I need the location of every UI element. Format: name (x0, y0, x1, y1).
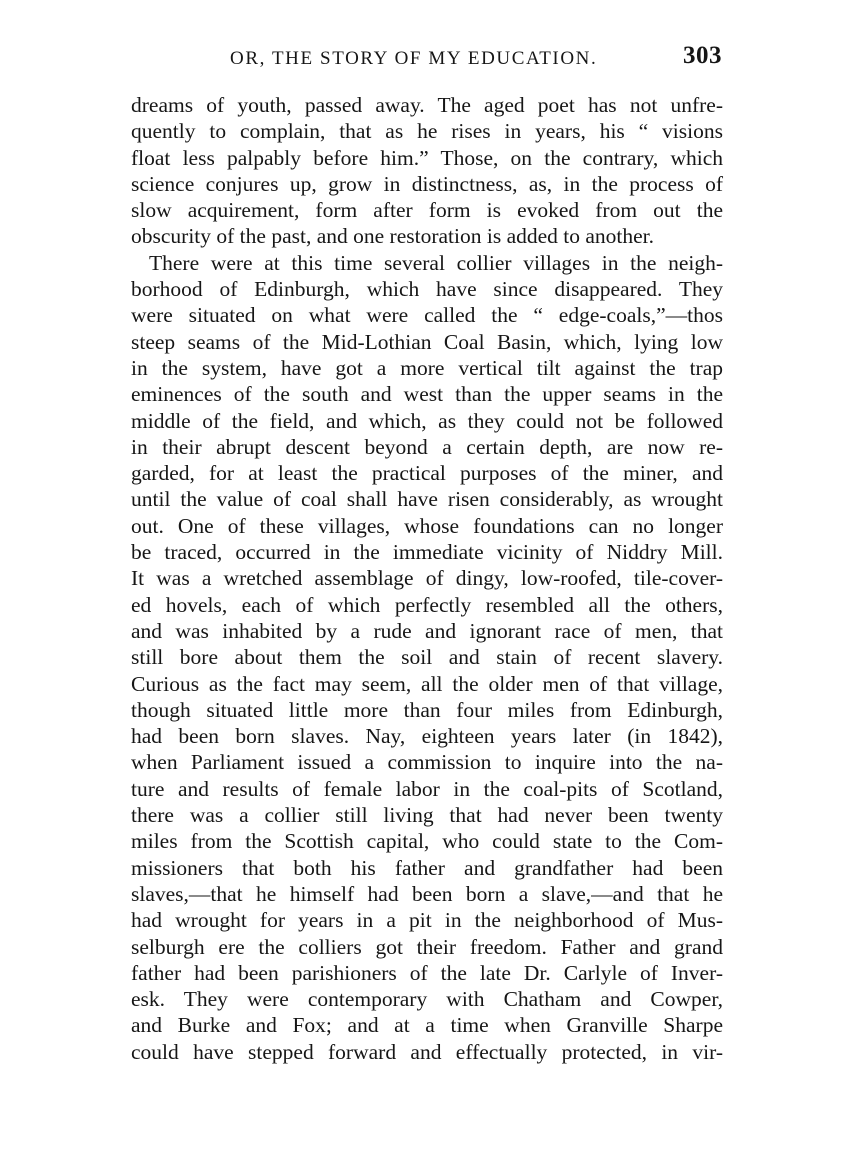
text-line: had wrought for years in a pit in the neighborhood of Mus- (131, 908, 723, 933)
text-line: ed hovels, each of which perfectly resembled all the others, (131, 592, 723, 617)
text-line: until the value of coal shall have risen considerably, as wrought (131, 487, 723, 512)
text-line: slow acquirement, form after form is evoked from out the (131, 198, 723, 223)
text-line: ture and results of female labor in the coal-pits of Scotland, (131, 776, 723, 801)
text-line: still bore about them the soil and stain of recent slavery. (131, 645, 723, 670)
text-line: though situated little more than four miles from Edinburgh, (131, 697, 723, 722)
text-line: There were at this time several collier villages in the neigh- (149, 250, 723, 275)
text-line: be traced, occurred in the immediate vicinity of Niddry Mill. (131, 540, 723, 565)
text-line: middle of the field, and which, as they could not be followed (131, 408, 723, 433)
text-line: borhood of Edinburgh, which have since disappeared. They (131, 277, 723, 302)
text-line: there was a collier still living that had never been twenty (131, 803, 723, 828)
text-line: esk. They were contemporary with Chatham and Cowper, (131, 987, 723, 1012)
text-line: eminences of the south and west than the upper seams in the (131, 382, 723, 407)
text-line: father had been parishioners of the late Dr. Carlyle of Inver- (131, 960, 723, 985)
text-line: and Burke and Fox; and at a time when Granville Sharpe (131, 1013, 723, 1038)
text-line: in their abrupt descent beyond a certain depth, are now re- (131, 434, 723, 459)
text-line: in the system, have got a more vertical tilt against the trap (131, 355, 723, 380)
page-number: 303 (683, 42, 722, 69)
running-title: OR, THE STORY OF MY EDUCATION. (230, 48, 598, 69)
text-line: had been born slaves. Nay, eighteen years later (in 1842), (131, 724, 723, 749)
text-line: out. One of these villages, whose foundations can no longer (131, 513, 723, 538)
text-line: science conjures up, grow in distinctness, as, in the process of (131, 171, 723, 196)
text-line: could have stepped forward and effectually protected, in vir- (131, 1039, 723, 1064)
text-line: Curious as the fact may seem, all the older men of that village, (131, 671, 723, 696)
text-line: selburgh ere the colliers got their freedom. Father and grand (131, 934, 723, 959)
text-line: obscurity of the past, and one restoration is added to another. (131, 224, 655, 249)
text-line: missioners that both his father and grandfather had been (131, 855, 723, 880)
text-line: It was a wretched assemblage of dingy, low-roofed, tile-cover- (131, 566, 723, 591)
text-line: miles from the Scottish capital, who could state to the Com- (131, 829, 723, 854)
text-line: slaves,—that he himself had been born a slave,—and that he (131, 881, 723, 906)
text-line: steep seams of the Mid-Lothian Coal Basin, which, lying low (131, 329, 723, 354)
text-line: when Parliament issued a commission to inquire into the na- (131, 750, 723, 775)
text-line: dreams of youth, passed away. The aged poet has not unfre- (131, 93, 723, 117)
text-line: were situated on what were called the “ edge-coals,”—thos (131, 303, 723, 328)
text-line: quently to complain, that as he rises in years, his “ visions (131, 119, 723, 144)
body-text (131, 92, 723, 1065)
page-header (130, 42, 722, 78)
text-line: and was inhabited by a rude and ignorant race of men, that (131, 618, 723, 643)
text-line: garded, for at least the practical purposes of the miner, and (131, 461, 723, 486)
text-line: float less palpably before him.” Those, on the contrary, which (131, 145, 723, 170)
